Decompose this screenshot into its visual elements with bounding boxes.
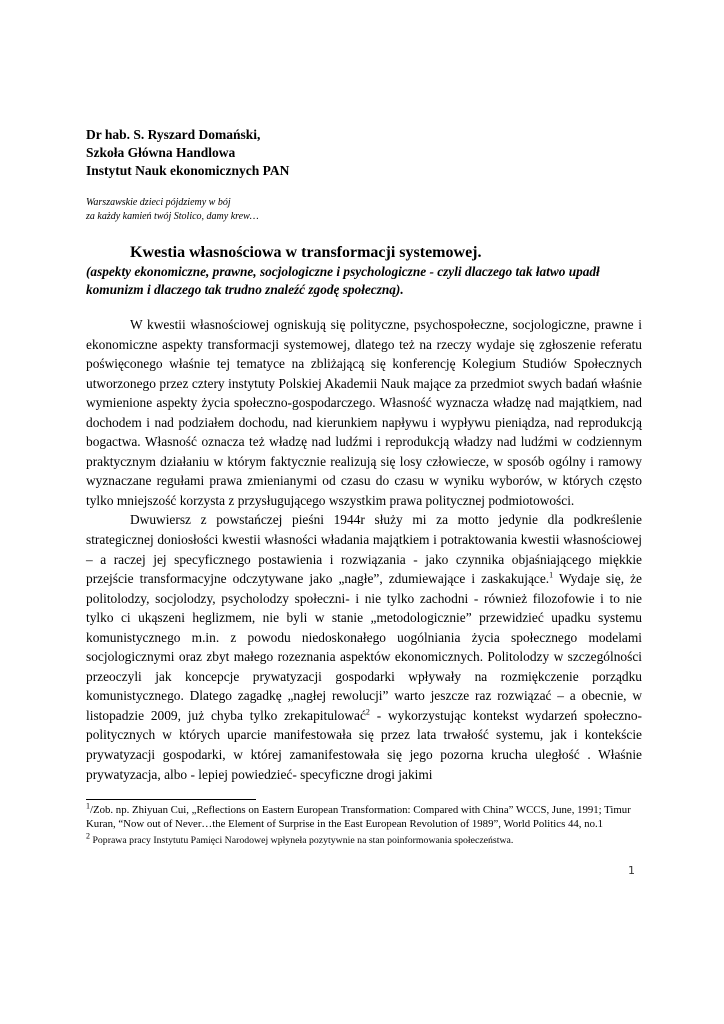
footnote-2-mark: 2 [86,831,90,841]
author-affiliation-1: Szkoła Główna Handlowa [86,145,236,160]
footnote-ref-1[interactable]: 1 [549,570,554,580]
footnote-1-mark: 1 [86,801,90,811]
footnote-ref-2[interactable]: 2 [365,707,370,717]
paragraph-2-part-a: Dwuwiersz z powstańczej pieśni 1944r służy mi za motto jedynie dla podkreślenie strategicznej doniosłości kwestii własności władania majątkiem i potraktowania kwestii własnościowej – a raczej jej specyficznego postawienia i rozwiązania - jako czynnika objaśniającego miękkie przejście transformacyjne odczytywane jako „nagłe”, zdumiewające i zaskakujące. [86,512,642,587]
motto-line-2: za każdy kamień twój Stolico, damy krew… [86,211,259,222]
footnote-separator [86,799,256,800]
author-block [86,126,289,180]
motto-line-1: Warszawskie dzieci pójdziemy w bój [86,197,231,208]
paragraph-2-part-c: - wykorzystując kontekst wydarzeń społeczno-politycznych w których uparcie manifestowała się przez lata trwałość systemu, jak i kontekście prywatyzacji gospodarki, w której zamanifestowała się jego pozorna krucha uległość . Właśnie prywatyzacja, albo - lepiej powiedzieć- specyficzne drogi jakimi [86,707,642,782]
footnotes [86,801,646,848]
paragraph-1: W kwestii własnościowej ogniskują się polityczne, psychospołeczne, socjologiczne, prawne i ekonomiczne aspekty transformacji systemowej, dlatego też na rzeczy wydaje się zgłoszenie referatu poświęconego właśnie tej tematyce na zbliżającą się konferencję Kolegium Studiów Społecznych utworzonego przez cztery instytuty Polskiej Akademii Nauk mające za przedmiot swych badań właśnie wymienione aspekty życia społeczno-gospodarczego. Własność wyznacza władzę nad majątkiem, nad dochodem i nad podziałem dochodu, nad kierunkiem napływu i wypływu pieniądza, nad reprodukcją bogactwa. Własność oznacza też władzę nad ludźmi i reprodukcją władzy nad ludźmi w codziennym praktycznym działaniu w którym faktycznie realizują się losy człowiecze, w sposób ogólny i ramowy wyznaczane regułami prawa zmienianymi od czasu do czasu w wyniku wyborów, w których często tylko mniejszość korzysta z przysługującego wszystkim prawa politycznej podmiotowości. [86,317,642,508]
document-title: Kwestia własnościowa w transformacji systemowej. [130,244,482,261]
paragraph-2 [86,510,642,784]
document-subtitle: (aspekty ekonomiczne, prawne, socjologiczne i psychologiczne - czyli dlaczego tak łatwo upadł komunizm i dlaczego tak trudno znaleźć zgodę społeczną). [86,264,600,297]
footnote-2-text: Poprawa pracy Instytutu Pamięci Narodowej wpłyneła pozytywnie na stan poinformowania społeczeństwa. [90,835,514,846]
footnote-1 [86,801,646,831]
body-text [86,315,642,784]
footnote-2 [86,831,646,848]
page-number: 1 [628,864,635,877]
author-affiliation-2: Instytut Nauk ekonomicznych PAN [86,163,290,178]
motto [86,196,259,224]
paragraph-2-part-b: Wydaje się, że politolodzy, socjolodzy, psycholodzy społeczni- i nie tylko zachodni - również filozofowie i to nie tylko ci ukąszeni heglizmem, nie byli w stanie „metodologicznie” przewidzieć upadku systemu komunistycznego m.in. z powodu niedoskonałego uogólniania życia społecznego modelami socjologicznymi oraz zbyt małego rozeznania aspektów ekonomicznych. Politolodzy w szczególności przeoczyli jak koncepcje prywatyzacji gospodarki wpływały na rozmiękczenie porządku komunistycznego. Dlatego zagadkę „nagłej rewolucji” warto jeszcze raz rozwiązać – a obecnie, w listopadzie 2009, już chyba tylko zrekapitulować [86,571,642,723]
footnote-1-text: /Zob. np. Zhiyuan Cui, „Reflections on Eastern European Transformation: Compared with China” WCCS, June, 1991; Timur Kuran, “Now out of Never…the Element of Surprise in the East European Revolution of 1989”, World Politics 44, no.1 [86,804,631,830]
author-name: Dr hab. S. Ryszard Domański, [86,127,261,142]
